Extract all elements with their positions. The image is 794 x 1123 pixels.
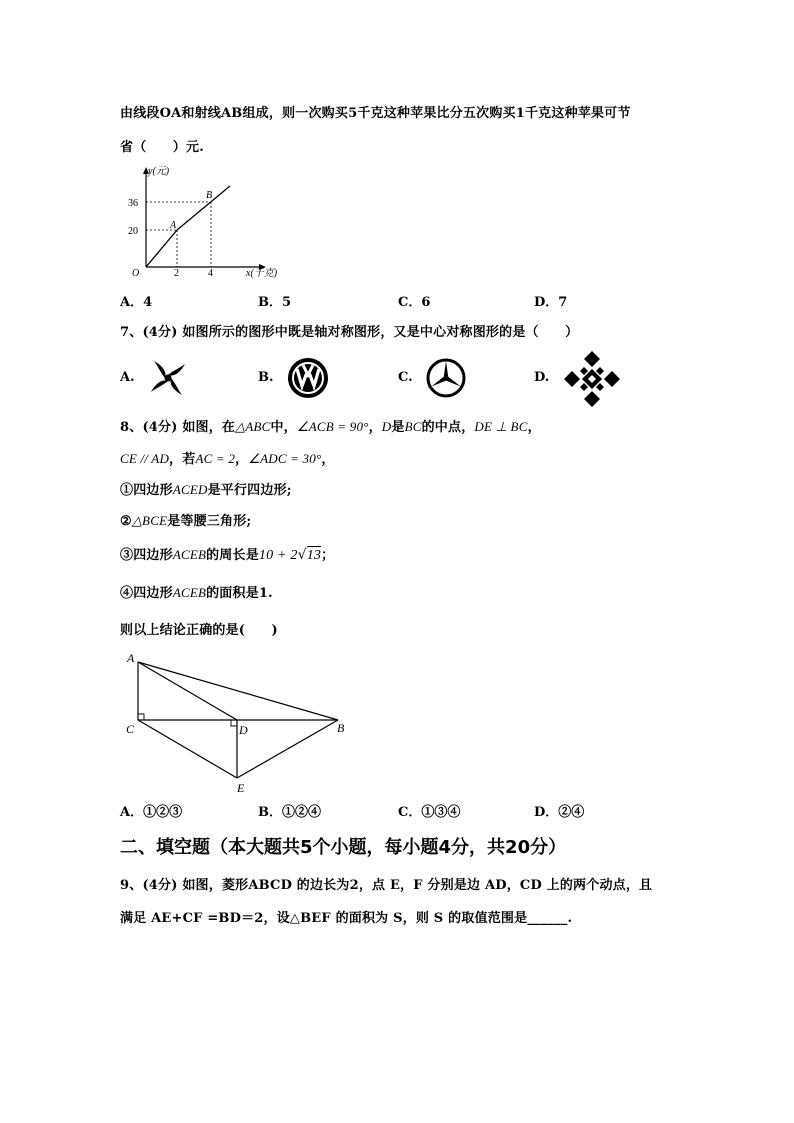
q8-statement-2 bbox=[120, 510, 251, 529]
y-axis-label: y(元) bbox=[148, 166, 170, 177]
q8-option-a: A．①②③ bbox=[120, 805, 183, 820]
statement-text: 是平行四边形; bbox=[207, 483, 292, 498]
q8-geometry-figure bbox=[120, 646, 360, 794]
label-e: E bbox=[237, 781, 245, 794]
q6-price-graph bbox=[118, 162, 290, 280]
q8-stem-text: ， bbox=[527, 420, 541, 435]
statement-text: 的周长是 bbox=[206, 548, 259, 563]
statement-text: ③四边形 bbox=[120, 548, 173, 563]
point-b-label: B bbox=[206, 190, 213, 201]
q6-text-line2: 省（ ）元. bbox=[120, 140, 204, 155]
diamond-cross-icon bbox=[563, 350, 621, 408]
statement-figure: ACED bbox=[172, 482, 208, 497]
three-pointed-star-icon bbox=[424, 356, 468, 400]
vw-logo-icon bbox=[286, 356, 330, 400]
x-tick-4: 4 bbox=[208, 268, 213, 279]
q8-stem-text: ， bbox=[368, 420, 382, 435]
q8-stem-text: 是 bbox=[391, 420, 405, 435]
q8-option-c: C．①③④ bbox=[398, 805, 461, 820]
segment-ad bbox=[138, 662, 237, 720]
statement-text: ② bbox=[120, 514, 132, 529]
q9-text-line1: 9、(4分) 如图，菱形ABCD 的边长为2，点 E，F 分别是边 AD，CD 上的两个动点，且 bbox=[120, 878, 653, 893]
q6-text-line1: 由线段OA和射线AB组成，则一次购买5千克这种苹果比分五次购买1千克这种苹果可节 bbox=[120, 106, 631, 121]
perimeter-value: 10 + 2 bbox=[258, 548, 298, 563]
statement-text: ； bbox=[321, 548, 335, 563]
statement-figure: ACEB bbox=[172, 547, 207, 562]
segment-ab bbox=[138, 662, 338, 720]
label-c: C bbox=[126, 722, 135, 736]
ray-ab bbox=[177, 186, 230, 230]
sqrt-radicand: 13 bbox=[306, 548, 322, 563]
point-a-label: A bbox=[170, 220, 177, 231]
q7-option-a-letter: A. bbox=[120, 370, 135, 385]
q8-ce-parallel-ad: CE // AD bbox=[120, 451, 170, 466]
label-b: B bbox=[337, 721, 345, 735]
statement-text: ④四边形 bbox=[120, 586, 173, 601]
q7-option-b-letter: B. bbox=[258, 370, 274, 385]
x-axis-label: x(千克) bbox=[246, 268, 278, 279]
q8-conclusion: 则以上结论正确的是( ) bbox=[120, 623, 278, 638]
q8-stem-line2 bbox=[120, 448, 335, 467]
q8-point-d: D bbox=[381, 419, 392, 434]
q8-statement-4 bbox=[120, 582, 273, 601]
q8-stem-text: 的中点， bbox=[421, 420, 475, 435]
q8-segment-bc: BC bbox=[404, 419, 422, 434]
q8-statement-1 bbox=[120, 479, 292, 498]
y-tick-36: 36 bbox=[128, 198, 138, 209]
right-angle-d bbox=[231, 720, 237, 726]
q8-ac-value: AC = 2 bbox=[195, 451, 236, 466]
section-heading: 二、填空题（本大题共5个小题，每小题4分，共20分） bbox=[120, 837, 567, 858]
q8-stem-text: ，若 bbox=[169, 452, 196, 467]
x-tick-2: 2 bbox=[174, 268, 179, 279]
statement-text: 的面积是1. bbox=[206, 586, 273, 601]
q6-option-a: A．4 bbox=[120, 295, 153, 310]
q9-text-line2: 满足 AE+CF =BD＝2，设△BEF 的面积为 S，则 S 的取值范围是______. bbox=[120, 911, 573, 926]
q8-stem-text: ， bbox=[235, 452, 249, 467]
statement-text: 是等腰三角形; bbox=[167, 514, 252, 529]
q8-stem-text: ， bbox=[321, 452, 335, 467]
segment-oa bbox=[146, 230, 177, 267]
q6-option-c: C．6 bbox=[398, 295, 431, 310]
y-tick-20: 20 bbox=[128, 226, 138, 237]
right-angle-c bbox=[138, 714, 144, 720]
segment-ce bbox=[138, 720, 237, 778]
q7-option-d-letter: D. bbox=[534, 370, 550, 385]
q6-option-b: B．5 bbox=[258, 295, 292, 310]
q7-stem: 7、(4分) 如图所示的图形中既是轴对称图形，又是中心对称图形的是（ ） bbox=[120, 325, 579, 340]
origin-label: O bbox=[132, 268, 140, 279]
statement-figure: ACEB bbox=[172, 585, 207, 600]
q8-stem-text: 中， bbox=[270, 420, 297, 435]
q8-statement-3 bbox=[120, 544, 334, 564]
statement-figure: △BCE bbox=[131, 513, 168, 528]
pinwheel-icon bbox=[146, 358, 190, 398]
segment-eb bbox=[237, 720, 338, 778]
q8-triangle-abc: △ABC bbox=[235, 419, 271, 434]
sqrt-sign: √ bbox=[297, 547, 307, 563]
q7-option-c-letter: C. bbox=[398, 370, 413, 385]
q8-de-perp-bc: DE ⊥ BC bbox=[474, 419, 528, 434]
q8-option-b: B．①②④ bbox=[258, 805, 321, 820]
statement-text: ①四边形 bbox=[120, 483, 173, 498]
q8-stem bbox=[120, 416, 541, 435]
q8-angle-adc: ∠ADC = 30° bbox=[248, 451, 322, 466]
label-d: D bbox=[239, 723, 248, 737]
q8-option-d: D．②④ bbox=[534, 805, 585, 820]
q8-stem-text: 8、(4分) 如图，在 bbox=[120, 420, 236, 435]
label-a: A bbox=[127, 651, 135, 665]
q8-angle-acb: ∠ACB = 90° bbox=[296, 419, 369, 434]
q6-option-d: D．7 bbox=[534, 295, 568, 310]
